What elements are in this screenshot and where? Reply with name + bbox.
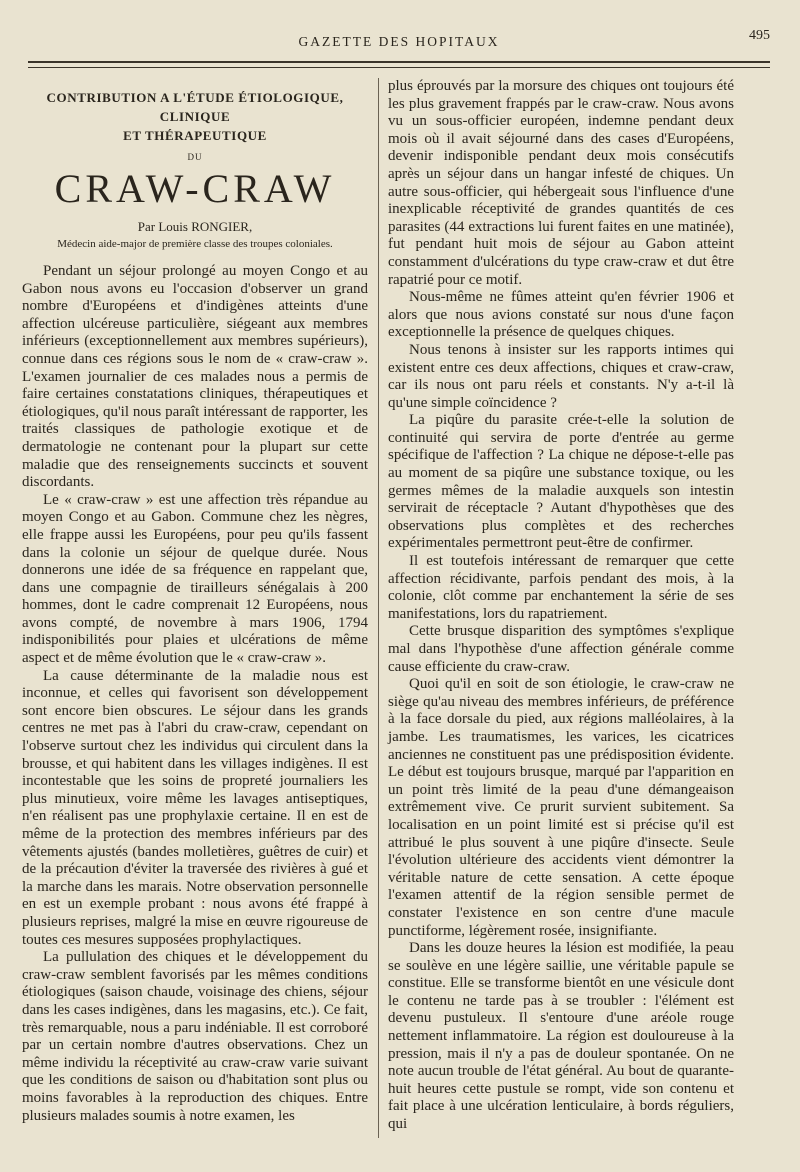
left-paragraph-1: Pendant un séjour prolongé au moyen Congo et au Gabon nous avons eu l'occasion d'observer un grand nombre d'Européens et d'indigènes atteints d'une affection ulcéreuse particulière, siégeant aux membres inférieurs (exceptionnellement aux membres supérieurs), connue dans ces régions sous le nom de « craw-craw ». L'examen journalier de ces malades nous a permis de faire certaines constatations cliniques, thérapeutiques et étiologiques, qu'il nous paraît intéressant de rapporter, les traités classiques de pathologie exotique et de dermatologie ne contenant pour la plupart sur cette maladie que des renseignements succincts et souvent discordants. xyxy=(22,263,368,491)
left-column xyxy=(22,78,368,1125)
page-header xyxy=(28,30,770,56)
column-divider xyxy=(378,78,379,1138)
right-paragraph-7: Quoi qu'il en soit de son étiologie, le craw-craw ne siège qu'au niveau des membres inférieurs, de préférence à la face dorsale du pied, aux régions malléolaires, à la jambe. Les traumatismes, les varices, les cicatrices anciennes ne constituent pas une prédisposition évidente. Le début est toujours brusque, marqué par l'apparition en un point très limité de la peau d'une démangeaison extrêmement vive. Ce prurit survient subitement. Sa localisation en un point limité est si précise qu'il est attribué le plus souvent à une piqûre d'insecte. Seule l'évolution ultérieure des accidents vient démontrer la véritable nature de cette sensation. A cette époque l'examen attentif de la région sensible permet de constater l'existence en son centre d'une macule punctiforme, légèrement rosée, insignifiante. xyxy=(388,676,734,939)
article-affiliation: Médecin aide-major de première classe des troupes coloniales. xyxy=(57,238,333,250)
header-rule-thick xyxy=(28,61,770,63)
right-paragraph-8: Dans les douze heures la lésion est modifiée, la peau se soulève en une légère saillie, une véritable papule se constitue. Elle se transforme bientôt en une vésicule dont le contenu ne tarde pas à se troubler : l'élément est devenu pustuleux. Il s'entoure d'une aréole rouge nettement inflammatoire. La région est douloureuse à la pression, mais il n'y a pas de douleur spontanée. On ne note aucun trouble de l'état général. Au bout de quarante-huit heures cette pustule se rompt, vide son contenu et fait place à une ulcération lenticulaire, à bords réguliers, qui xyxy=(388,940,734,1133)
right-paragraph-5: Il est toutefois intéressant de remarquer que cette affection récidivante, parfois pendant des mois, à la colonie, clôt comme par enchantement la série de ses manifestations, lors du rapatriement. xyxy=(388,553,734,622)
header-rule-thin xyxy=(28,67,770,68)
article-main-title: CRAW-CRAW xyxy=(54,166,336,211)
article-heading xyxy=(22,88,368,251)
article-title-line-2: ET THÉRAPEUTIQUE xyxy=(123,128,267,143)
left-paragraph-3: La cause déterminante de la maladie nous est inconnue, et celles qui favorisent son développement sont encore bien obscures. Le séjour dans les grands centres ne met pas à l'abri du craw-craw, cependant on l'observe surtout chez les individus qui circulent dans la brousse, et qui habitent dans les villages indigènes. Il est incontestable que les soins de propreté journaliers les plus minutieux, voire même les lavages antiseptiques, n'en réalisent pas une prophylaxie certaine. Il en est de même de la protection des membres inférieurs par des vêtements ajustés (bandes molletières, guêtres de cuir) et de la précaution d'éviter la traversée des rivières à gué et la marche dans les marais. Notre observation personnelle en est un exemple probant : nous avons été frappé à plusieurs reprises, malgré la mise en œuvre rigoureuse de toutes ces mesures supposées prophylactiques. xyxy=(22,667,368,948)
left-paragraph-2: Le « craw-craw » est une affection très répandue au moyen Congo et au Gabon. Commune chez les nègres, elle frappe aussi les Européens, pour peu qu'ils fassent dans la colonie un séjour de quelque durée. Nous donnerons une idée de sa fréquence en rappelant que, dans une compagnie de tirailleurs sénégalais à 200 hommes, dont le cadre comprenait 12 Européens, nous avons compté, de novembre à mars 1906, 1794 indisponibilités pour plaies et ulcérations de même aspect et de même évolution que le « craw-craw ». xyxy=(22,491,368,667)
journal-title: GAZETTE DES HOPITAUX xyxy=(298,34,500,49)
right-paragraph-3: Nous tenons à insister sur les rapports intimes qui existent entre ces deux affections, chiques et craw-craw, car ils nous ont paru réels et constants. N'y a-t-il là qu'une simple coïncidence ? xyxy=(388,341,734,411)
right-paragraph-6: Cette brusque disparition des symptômes s'explique mal dans l'hypothèse d'une affection générale comme cause efficiente du craw-craw. xyxy=(388,623,734,675)
right-paragraph-2: Nous-même ne fûmes atteint qu'en février 1906 et alors que nous avions constaté sur nous d'une façon exceptionnelle la présence de quelques chiques. xyxy=(388,289,734,341)
page-number: 495 xyxy=(749,28,770,43)
right-paragraph-1: plus éprouvés par la morsure des chiques ont toujours été les plus gravement frappés par le craw-craw. Nous avons vu un sous-officier européen, indemne pendant deux mois où il avait séjourné dans des cases d'Européens, devenir indisponible pendant deux mois consécutifs après un séjour dans un hangar infesté de chiques. Un autre sous-officier, qui hébergeait sous l'influence d'une inexplicable réceptivité de grandes quantités de ces parasites (44 extractions lui furent faites en une matinée), fut pendant huit mois de séjour au Gabon atteint constamment d'ulcérations du type craw-craw et dut être rapatrié pour ce motif. xyxy=(388,78,734,288)
left-paragraph-4: La pullulation des chiques et le développement du craw-craw semblent favorisés par les mêmes conditions étiologiques (saison chaude, voisinage des chiens, séjour dans les cases indigènes, dans les magasins, etc.). Ce fait, très remarquable, nous a paru indéniable. Il est corroboré par un certain nombre d'autres observations. Chez un même individu la réceptivité au craw-craw varie suivant que les conditions de saison ou d'habitation sont plus ou moins favorables à la reproduction des chiques. Entre plusieurs malades soumis à notre examen, les xyxy=(22,949,368,1124)
article-title-du: DU xyxy=(187,152,203,162)
right-column xyxy=(388,78,734,1134)
article-title-line-1: CONTRIBUTION A L'ÉTUDE ÉTIOLOGIQUE, CLINIQUE xyxy=(46,90,344,124)
article-author: Par Louis RONGIER, xyxy=(137,219,253,234)
right-paragraph-4: La piqûre du parasite crée-t-elle la solution de continuité qui servira de porte d'entrée au germe spécifique de l'affection ? La chique ne dépose-t-elle pas au moment de sa piqûre une substance toxique, ou les germes mêmes de la maladie auxquels son intestin servirait de réceptacle ? Autant d'hypothèses que des observations plus complètes et des recherches expérimentales permettront peut-être de confirmer. xyxy=(388,412,734,552)
